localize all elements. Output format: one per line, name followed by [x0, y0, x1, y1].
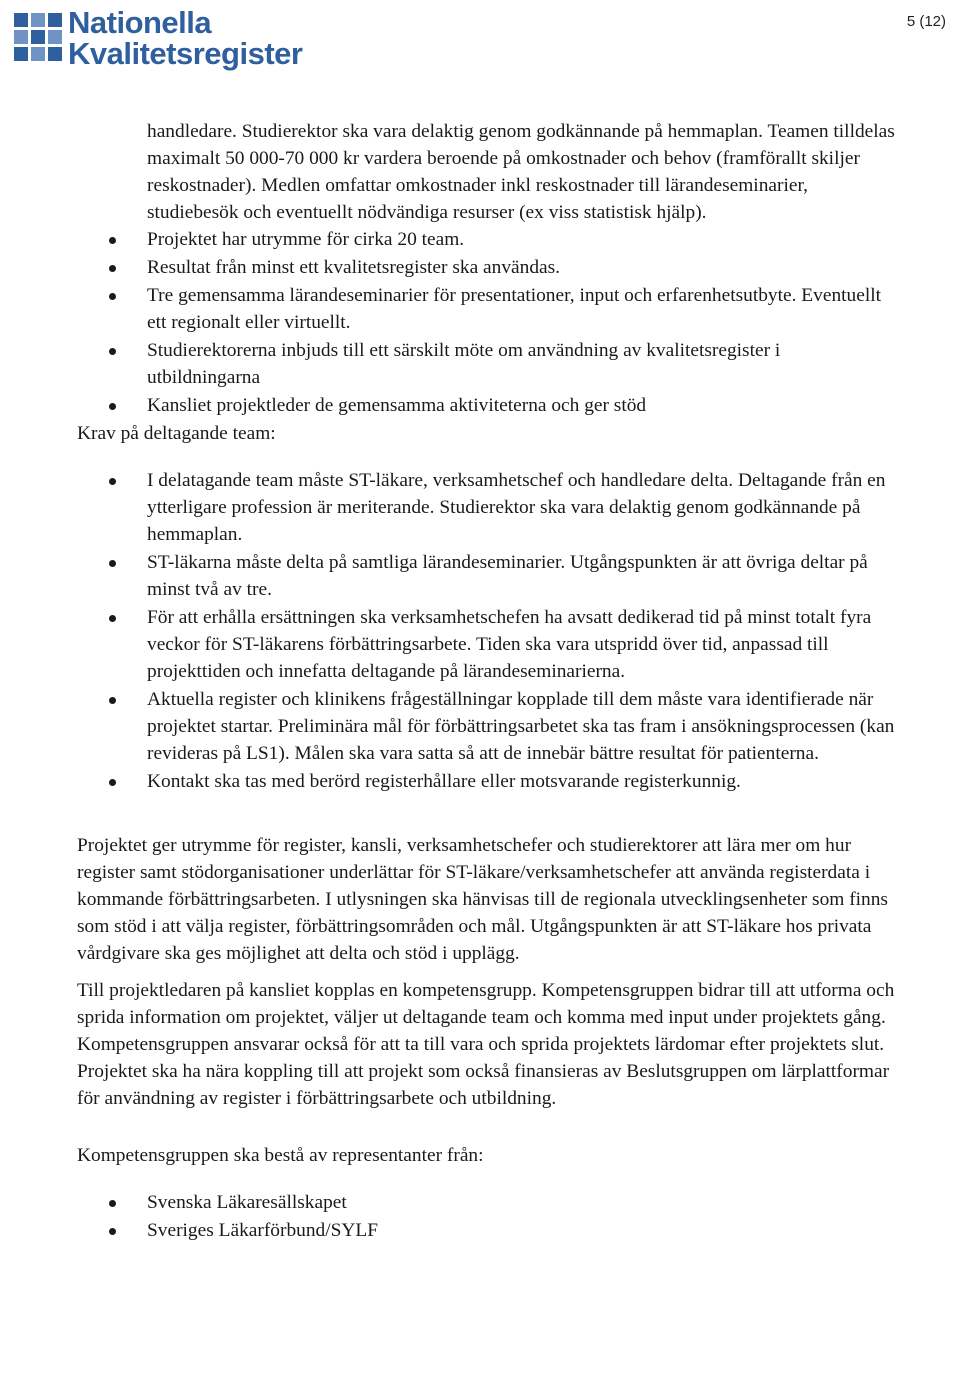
bullet-icon [109, 560, 116, 567]
document-body [77, 118, 897, 1245]
list-item-text: Tre gemensamma lärandeseminarier för presentationer, input och erfarenhetsutbyte. Eventuellt ett regionalt eller virtuellt. [147, 285, 882, 333]
page-header [0, 0, 960, 80]
list-item [77, 226, 897, 253]
list-item [77, 337, 897, 391]
list-item [77, 1217, 897, 1244]
list-item-text: I delatagande team måste ST-läkare, verksamhetschef och handledare delta. Deltagande från en ytterligare profession är meriterande. Studierektor ska vara delaktig genom godkännande på hemmaplan. [147, 470, 886, 545]
list-item [77, 768, 897, 795]
spacer [77, 967, 897, 977]
competence-bullet-list [77, 1189, 897, 1244]
requirements-heading: Krav på deltagande team: [77, 423, 276, 444]
logo-grid-icon [12, 11, 64, 63]
logo-wordmark [68, 7, 302, 69]
list-item [77, 1189, 897, 1216]
spacer [77, 1112, 897, 1142]
list-item-text: Projektet har utrymme för cirka 20 team. [147, 229, 465, 250]
list-item-text: Svenska Läkaresällskapet [147, 1192, 347, 1213]
continued-list-item-text: handledare. Studierektor ska vara delaktig genom godkännande på hemmaplan. Teamen tilldelas maximalt 50 000-70 000 kr vardera beroende på omkostnader och behov (framförallt skiljer reskostnader). Medlen omfattar omkostnader inkl reskostnader till lärandeseminarier, studiebesök och eventuellt nödvändiga resurser (ex viss statistisk hjälp). [147, 121, 895, 223]
list-item-text: Resultat från minst ett kvalitetsregister ska användas. [147, 257, 561, 278]
list-item [77, 282, 897, 336]
bullet-icon [109, 1228, 116, 1235]
list-item-text: Sveriges Läkarförbund/SYLF [147, 1220, 379, 1241]
first-bullet-list [77, 226, 897, 419]
bullet-icon [109, 293, 116, 300]
logo-line-1: Nationella [68, 5, 212, 40]
bullet-icon [109, 615, 116, 622]
paragraph-competence-group: Till projektledaren på kansliet kopplas en kompetensgrupp. Kompetensgruppen bidrar till att utforma och sprida information om projektet, väljer ut deltagande team och komma med input under projektets gång. Kompetensgruppen ansvarar också för att ta till vara och sprida projektets lärdomar efter projektets slut. Projektet ska ha nära koppling till att projekt som också finansieras av Beslutsgruppen om lärplattformar för användning av register i förbättringsarbete och utbildning. [77, 980, 895, 1109]
logo-line-2: Kvalitetsregister [68, 36, 303, 71]
list-item-text: Kansliet projektleder de gemensamma aktiviteterna och ger stöd [147, 395, 647, 416]
list-item-text: Aktuella register och klinikens frågeställningar kopplade till dem måste vara identifierade när projektet startar. Preliminära mål för förbättringsarbetet ska tas fram i ansökningsprocessen (kan revideras på LS1). Målen ska vara satta så att de innebär bättre resultat för patienterna. [147, 689, 895, 764]
bullet-icon [109, 478, 116, 485]
list-item [77, 254, 897, 281]
page-number: 5 (12) [906, 13, 946, 30]
list-item [77, 467, 897, 548]
list-item [77, 604, 897, 685]
bullet-icon [109, 348, 116, 355]
list-item-text: Kontakt ska tas med berörd registerhållare eller motsvarande registerkunnig. [147, 771, 741, 792]
bullet-icon [109, 697, 116, 704]
bullet-icon [109, 1200, 116, 1207]
bullet-icon [109, 265, 116, 272]
list-item-text: Studierektorerna inbjuds till ett särskilt möte om användning av kvalitetsregister i utbildningarna [147, 340, 781, 388]
paragraph-register-support: Projektet ger utrymme för register, kansli, verksamhetschefer och studierektorer att lära mer om hur register samt stödorganisationer underlättar för ST-läkare/verksamhetschefer att använda registerdata i kommande förbättringsarbeten. I utlysningen ska hänvisas till de regionala utvecklingsenheter som finns som stöd i att välja register, förbättringsområden och mål. Utgångspunkten är att ST-läkare hos privata vårdgivare ska ges möjlighet att delta och stöd i upplägg. [77, 835, 888, 964]
list-item-text: För att erhålla ersättningen ska verksamhetschefen ha avsatt dedikerad tid på minst totalt fyra veckor för ST-läkarens förbättringsarbete. Tiden ska vara utspridd över tid, anpassad till projekttiden och innefatta deltagande på lärandeseminarierna. [147, 607, 872, 682]
bullet-icon [109, 779, 116, 786]
list-item [77, 549, 897, 603]
requirements-bullet-list [77, 467, 897, 795]
spacer [77, 1169, 897, 1189]
competence-group-heading: Kompetensgruppen ska bestå av representanter från: [77, 1145, 484, 1166]
bullet-icon [109, 403, 116, 410]
list-item [77, 392, 897, 419]
spacer [77, 796, 897, 832]
list-item-text: ST-läkarna måste delta på samtliga lärandeseminarier. Utgångspunkten är att övriga deltar på minst två av tre. [147, 552, 868, 600]
list-item [77, 686, 897, 767]
spacer [77, 447, 897, 467]
bullet-icon [109, 237, 116, 244]
nationella-kvalitetsregister-logo [12, 5, 303, 71]
